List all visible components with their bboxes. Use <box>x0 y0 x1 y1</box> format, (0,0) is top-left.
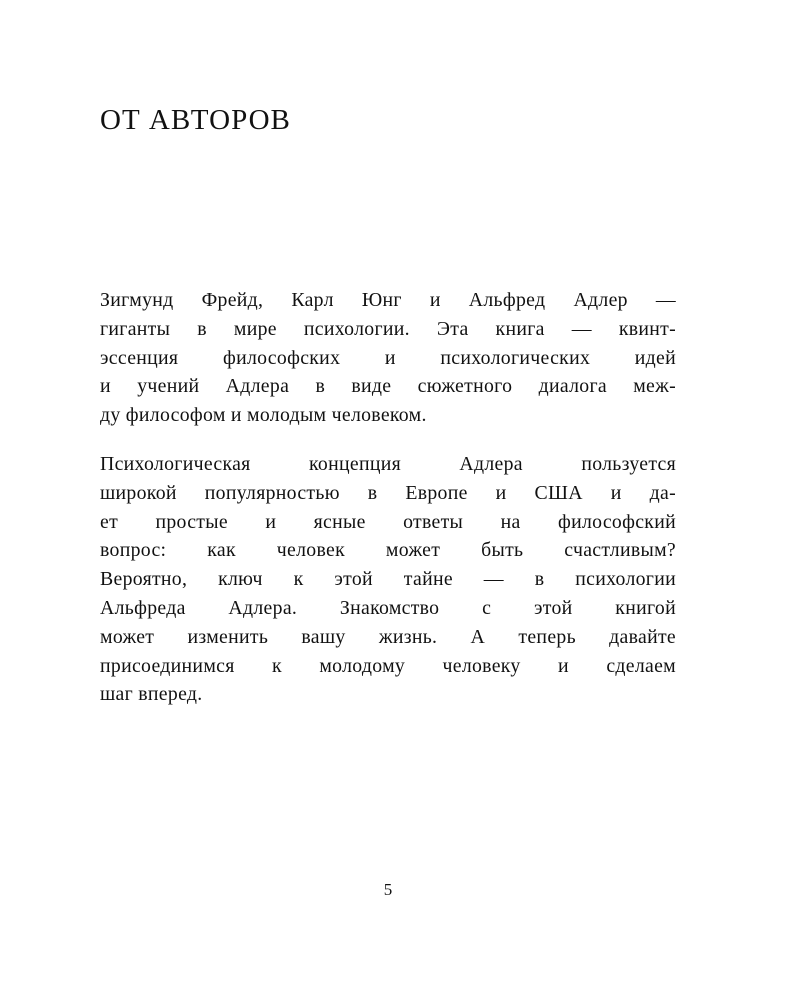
text-line: ду философом и молодым человеком. <box>100 404 427 427</box>
text-line: ет простые и ясные ответы на философский <box>100 510 676 533</box>
text-line: эссенция философских и психологических идей <box>100 346 676 369</box>
text-line: Вероятно, ключ к этой тайне — в психологии <box>100 568 676 591</box>
text-line: шаг вперед. <box>100 683 203 706</box>
text-line: Альфреда Адлера. Знакомство с этой книгой <box>100 596 676 619</box>
text-line: присоединимся к молодому человеку и сделаем <box>100 654 676 677</box>
text-line: вопрос: как человек может быть счастливым? <box>100 539 676 562</box>
text-line: Психологическая концепция Адлера пользуется <box>100 452 676 475</box>
text-line: Зигмунд Фрейд, Карл Юнг и Альфред Адлер — <box>100 289 676 311</box>
text-line: широкой популярностью в Европе и США и да- <box>100 481 676 504</box>
paragraph-1 <box>100 286 676 430</box>
text-line: и учений Адлера в виде сюжетного диалога меж- <box>100 375 676 398</box>
paragraph-2 <box>100 450 676 709</box>
body-text <box>100 286 676 729</box>
text-line: гиганты в мире психологии. Эта книга — квинт- <box>100 317 676 340</box>
page-number: 5 <box>383 880 393 899</box>
page-title: ОТ АВТОРОВ <box>100 104 291 136</box>
text-line: может изменить вашу жизнь. А теперь давайте <box>100 625 676 648</box>
